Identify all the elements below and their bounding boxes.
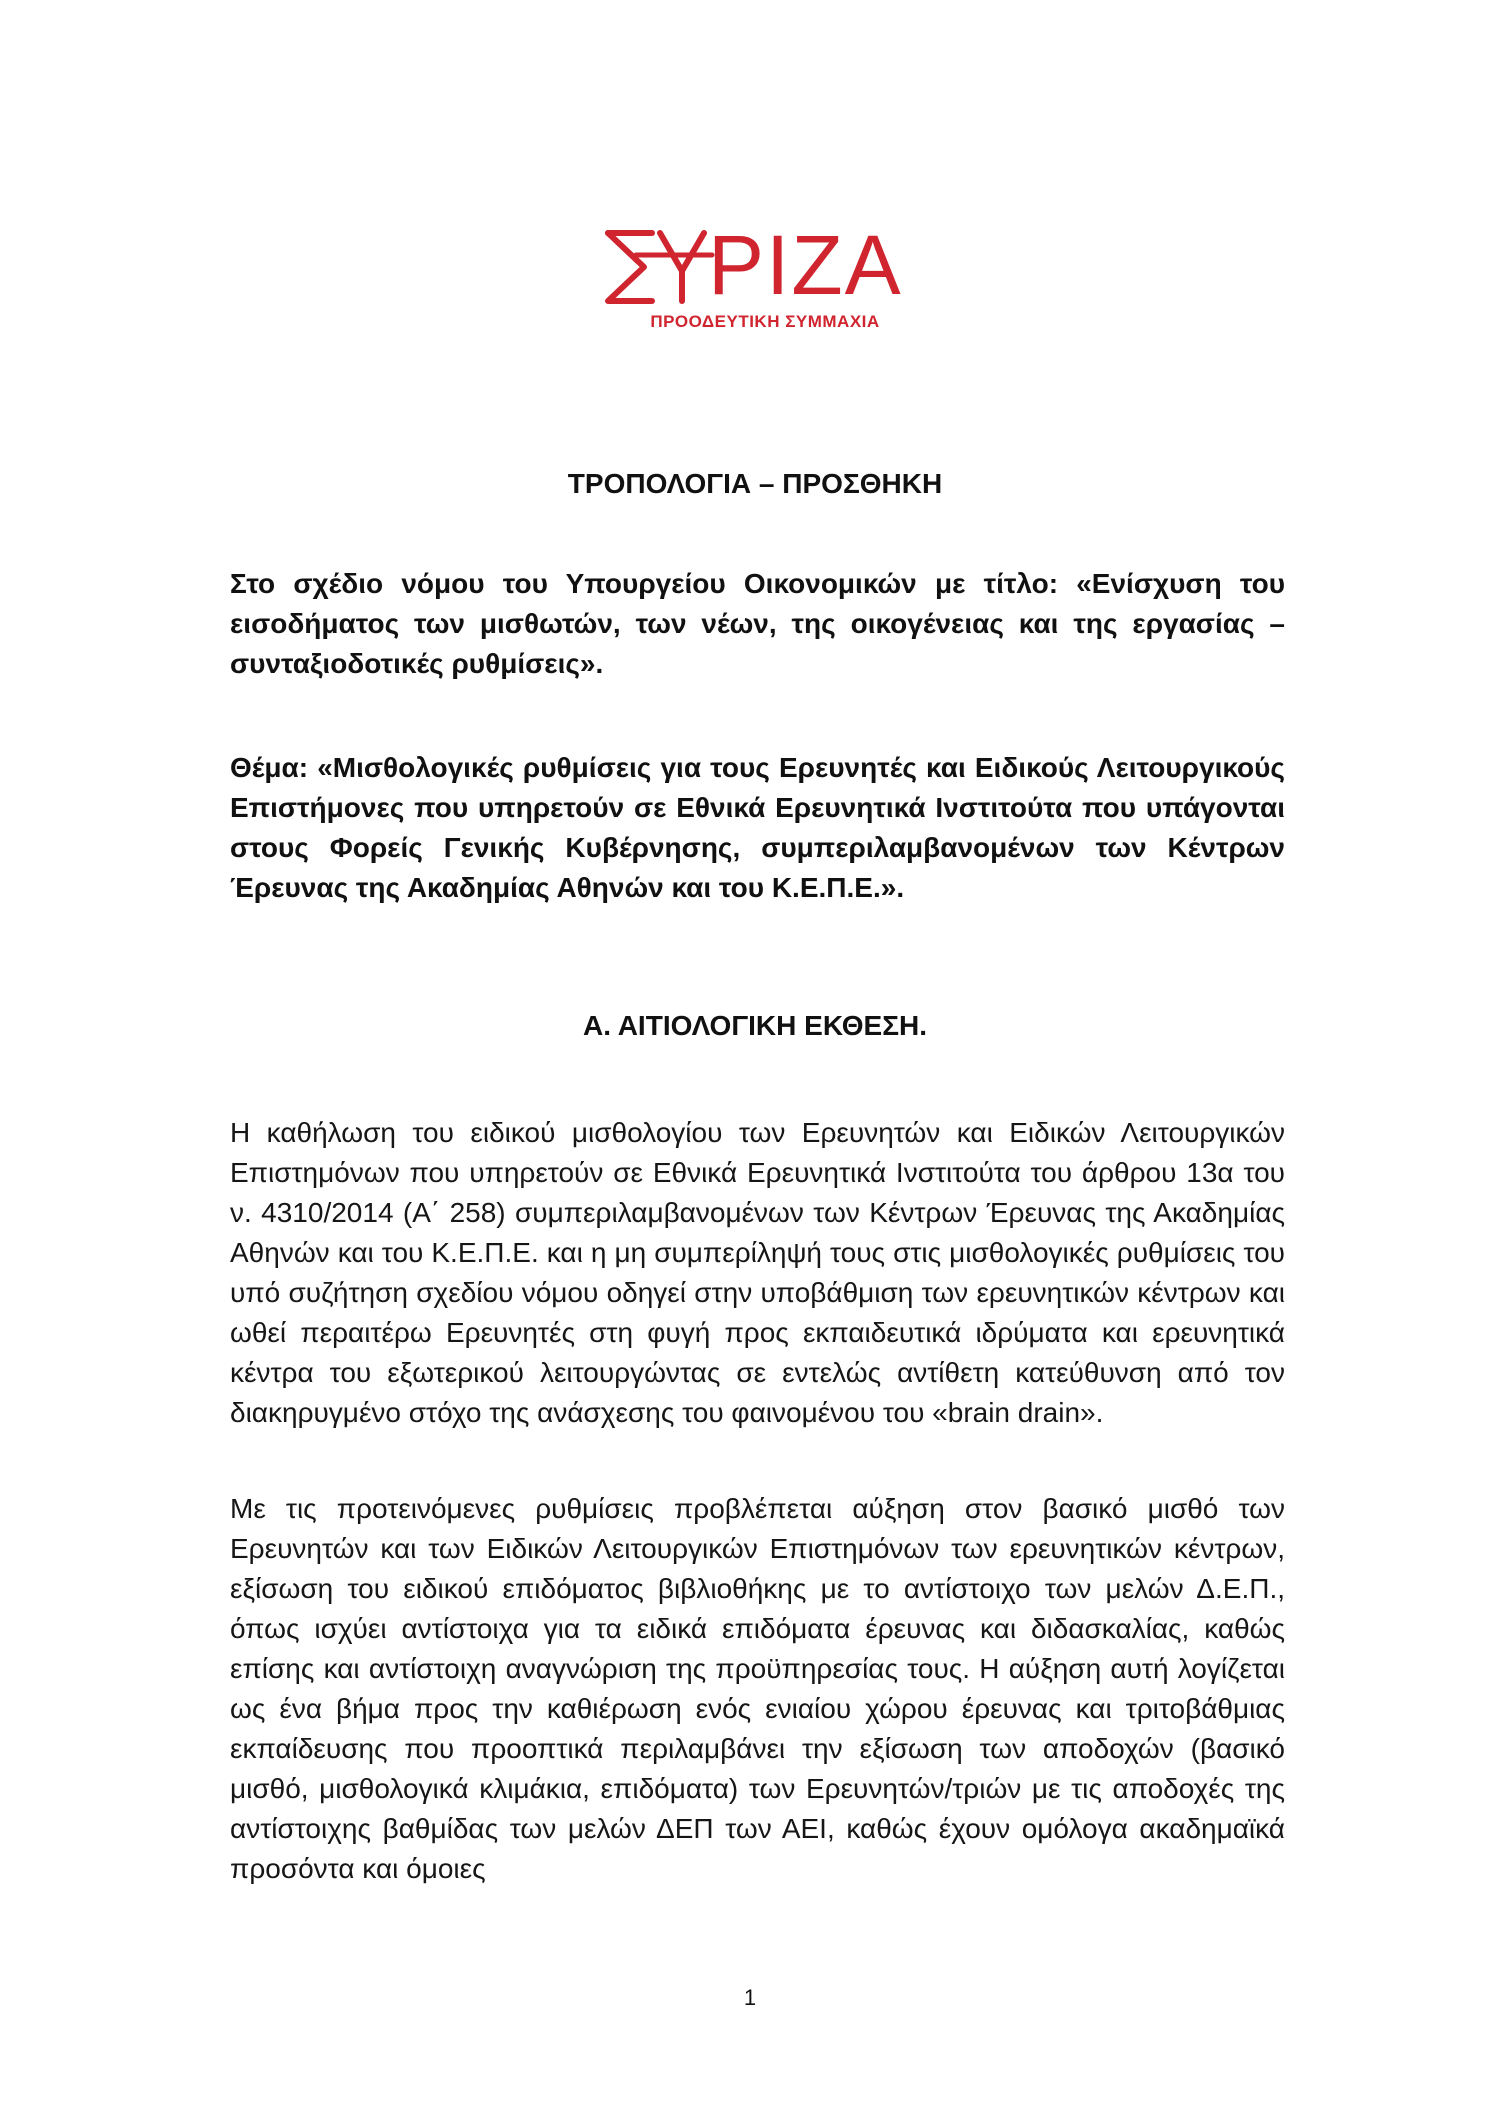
bill-subject: Στο σχέδιο νόμου του Υπουργείου Οικονομικών με τίτλο: «Ενίσχυση του εισοδήματος των μισθωτών, των νέων, της οικογένειας και της εργασίας – συνταξιοδοτικές ρυθμίσεις». [230, 568, 1285, 679]
body-paragraph: Η καθήλωση του ειδικού μισθολογίου των Ερευνητών και Ειδικών Λειτουργικών Επιστημόνων που υπηρετούν σε Εθνικά Ερευνητικά Ινστιτούτα του άρθρου 13α του ν. 4310/2014 (Α΄ 258) συμπεριλαμβανομένων των Κέντρων Έρευνας της Ακαδημίας Αθηνών και του Κ.Ε.Π.Ε. και η μη συμπερίληψή τους στις μισθολογικές ρυθμίσεις του υπό συζήτηση σχεδίου νόμου οδηγεί στην υποβάθμιση των ερευνητικών κέντρων και ωθεί περαιτέρω Ερευνητές στη φυγή προς εκπαιδευτικά ιδρύματα και ερευνητικά κέντρα του εξωτερικού λειτουργώντας σε εντελώς αντίθετη κατεύθυνση από τον διακηρυγμένο στόχο της ανάσχεσης του φαινομένου του «brain drain». [230, 1117, 1285, 1428]
body-paragraph: Με τις προτεινόμενες ρυθμίσεις προβλέπεται αύξηση στον βασικό μισθό των Ερευνητών και των Ειδικών Λειτουργικών Επιστημόνων των ερευνητικών κέντρων, εξίσωση του ειδικού επιδόματος βιβλιοθήκης με το αντίστοιχο των μελών Δ.Ε.Π., όπως ισχύει αντίστοιχα για τα ειδικά επιδόματα έρευνας και διδασκαλίας, καθώς επίσης και αντίστοιχη αναγνώριση της προϋπηρεσίας τους. Η αύξηση αυτή λογίζεται ως ένα βήμα προς την καθιέρωση ενός ενιαίου χώρου έρευνας και τριτοβάθμιας εκπαίδευσης που προοπτικά περιλαμβάνει την εξίσωση των αποδοχών (βασικό μισθό, μισθολογικά κλιμάκια, επιδόματα) των Ερευνητών/τριών με τις αποδοχές της αντίστοιχης βαθμίδας των μελών ΔΕΠ των ΑΕΙ, καθώς έχουν ομόλογα ακαδημαϊκά προσόντα και όμοιες [230, 1493, 1285, 1884]
logo-wordmark: ΡΙΖΑ [708, 218, 903, 312]
star-sigma-logo-icon [600, 225, 720, 305]
document-heading: ΤΡΟΠΟΛΟΓΙΑ – ΠΡΟΣΘΗΚΗ [567, 468, 943, 499]
page-number: 1 [743, 1985, 757, 2010]
logo-tagline: ΠΡΟΟΔΕΥΤΙΚΗ ΣΥΜΜΑΧΙΑ [650, 312, 880, 331]
amendment-theme: Θέμα: «Μισθολογικές ρυθμίσεις για τους Ερευνητές και Ειδικούς Λειτουργικούς Επιστήμονες που υπηρετούν σε Εθνικά Ερευνητικά Ινστιτούτα που υπάγονται στους Φορείς Γενικής Κυβέρνησης, συμπεριλαμβανομένων των Κέντρων Έρευνας της Ακαδημίας Αθηνών και του Κ.Ε.Π.Ε.». [230, 752, 1285, 903]
section-title: Α. ΑΙΤΙΟΛΟΓΙΚΗ ΕΚΘΕΣΗ. [582, 1010, 928, 1041]
party-logo [600, 215, 920, 335]
